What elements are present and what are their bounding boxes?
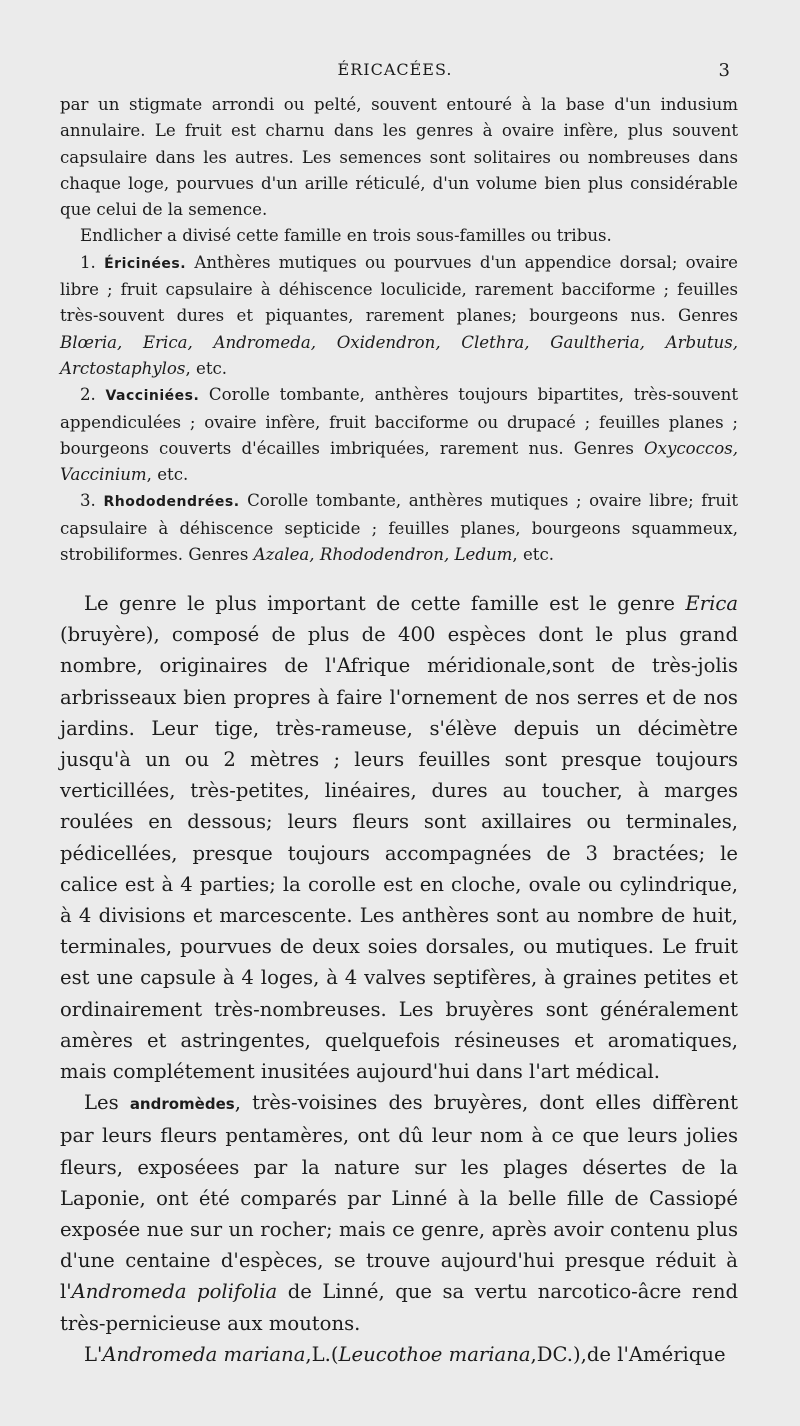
tribe-genera: Blœria, Erica, Andromeda, Oxidendron, Clethra, Gaultheria, Arbutus, Arctostaphylos: [60, 332, 738, 378]
tribe-genera: Oxycoccos, Vaccinium: [60, 438, 738, 485]
andromedes-paragraph: [60, 1087, 738, 1339]
text-run: de Linné, que sa vertu narcotico-âcre rend très-pernicieuse aux moutons.: [60, 1280, 738, 1335]
text-run: L': [84, 1342, 103, 1366]
page-header: [60, 60, 730, 82]
tribe-text: Corolle tombante, anthères mutiques ; ovaire libre; fruit capsulaire à déhiscence septicide ; feuilles planes, bourgeons squammeux, strobiliformes. Genres: [60, 491, 739, 565]
tribe-number: 2.: [80, 385, 96, 405]
erica-paragraph: [60, 588, 738, 1087]
tribe-name: Vacciniées.: [105, 388, 200, 405]
intro-paragraph: par un stigmate arrondi ou pelté, souvent entouré à la base d'un indusium annulaire. Le fruit est charnu dans les genres à ovaire infère, plus souvent capsulaire dans les autres. Les semences sont solitaires ou nombreuses dans chaque loge, pourvues d'un arille réticulé, d'un volume bien plus considérable que celui de la semence.: [60, 95, 738, 220]
tribe-item-ericinees: [60, 250, 738, 382]
tribe-item-rhododendrees: [60, 488, 738, 568]
tribe-end: , etc.: [146, 465, 189, 485]
genus-name: Erica: [685, 592, 738, 615]
text-run: Le genre le plus important de cette famille est le genre: [84, 592, 686, 615]
tribe-number: 1.: [80, 252, 96, 272]
tribe-text: Corolle tombante, anthères toujours bipartites, très-souvent appendiculées ; ovaire infère, fruit bacciforme ou drupacé ; feuilles planes ; bourgeons couverts d'écailles imbriquées, rarement nus. Genres: [60, 385, 738, 458]
tribe-name: Rhododendrées.: [103, 494, 240, 511]
main-text-section: [60, 588, 738, 1370]
tribe-number: 3.: [80, 491, 96, 511]
tribe-name: Éricinées.: [104, 255, 187, 272]
text-run: Les: [84, 1091, 130, 1115]
tribe-end: , etc.: [185, 358, 228, 378]
tribe-end: , etc.: [512, 545, 555, 565]
running-title: ÉRICACÉES.: [337, 60, 453, 79]
endlicher-paragraph: Endlicher a divisé cette famille en trois sous-familles ou tribus.: [80, 226, 612, 246]
text-run: ,DC.),de l'Amérique: [530, 1342, 726, 1366]
species-name: Andromeda polifolia: [71, 1280, 278, 1304]
text-run: ,L.(: [305, 1342, 339, 1366]
species-name: Leucothoe mariana: [338, 1342, 531, 1366]
genus-heading: andromèdes: [129, 1095, 235, 1114]
andromeda-mariana-paragraph: [60, 1339, 738, 1370]
text-run: (bruyère), composé de plus de 400 espèces dont le plus grand nombre, originaires de l'Afrique méridionale,sont de très-jolis arbrisseaux bien propres à faire l'ornement de nos serres et de nos jardins. Leur tige, très-rameuse, s'élève depuis un décimètre jusqu'à un ou 2 mètres ; leurs feuilles sont presque toujours verticillées, très-petites, linéaires, dures au toucher, à marges roulées en dessous; leurs fleurs sont axillaires ou terminales, pédicellées, presque toujours accompagnées de 3 bractées; le calice est à 4 parties; la corolle est en cloche, ovale ou cylindrique, à 4 divisions et marcescente. Les anthères sont au nombre de huit, terminales, pourvues de deux soies dorsales, ou mutiques. Le fruit est une capsule à 4 loges, à 4 valves septifères, à graines petites et ordinairement très-nombreuses. Les bruyères sont généralement amères et astringentes, quelquefois résineuses et aromatiques, mais complétement inusitées aujourd'hui dans l'art médical.: [60, 623, 738, 1084]
tribe-item-vacciniees: [60, 382, 738, 488]
tribe-text: Anthères mutiques ou pourvues d'un appendice dorsal; ovaire libre ; fruit capsulaire à déhiscence loculicide, rarement bacciforme ; feuilles très-souvent dures et piquantes, rarement planes; bourgeons nus. Genres: [60, 252, 739, 326]
page-number: 3: [718, 60, 730, 81]
small-print-section: [60, 92, 738, 568]
tribe-genera: Azalea, Rhododendron, Ledum: [253, 545, 513, 565]
text-run: , très-voisines des bruyères, dont elles diffèrent par leurs fleurs pentamères, ont dû leur nom à ce que leurs jolies fleurs, exposéees par la nature sur les plages désertes de la Laponie, ont été comparés par Linné à la belle fille de Cassiopé exposée nue sur un rocher; mais ce genre, après avoir contenu plus d'une centaine d'espèces, se trouve aujourd'hui presque réduit à l': [60, 1091, 739, 1304]
species-name: Andromeda mariana: [102, 1342, 306, 1366]
